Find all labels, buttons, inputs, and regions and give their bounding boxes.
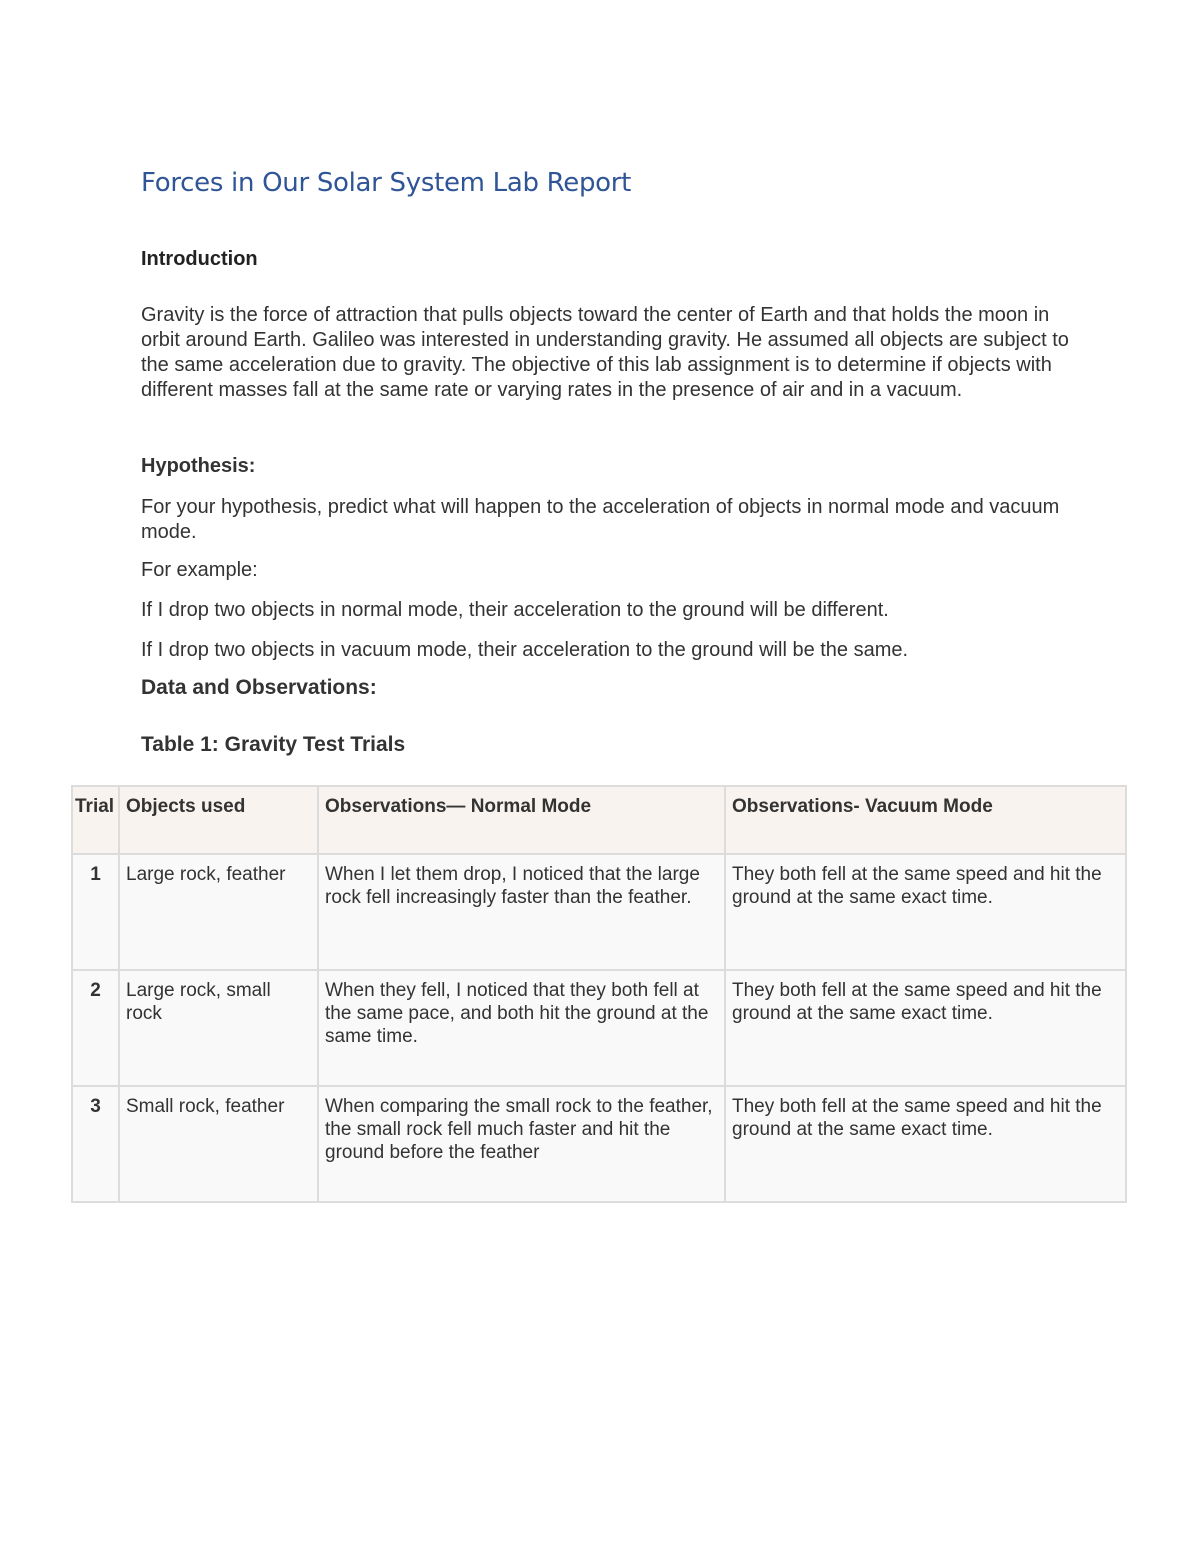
example-label: For example: xyxy=(141,559,258,581)
objects-used-cell: Small rock, feather xyxy=(119,1086,318,1202)
introduction-paragraph: Gravity is the force of attraction that pulls objects toward the center of Earth and that holds the moon in orbit around Earth. Galileo was interested in understanding gravity. He assumed all objects are subject to the same acceleration due to gravity. The objective of this lab assignment is to determine if objects with different masses fall at the same rate or varying rates in the presence of air and in a vacuum. xyxy=(141,304,1069,401)
header-trial: Trial xyxy=(72,786,119,854)
hypothesis-example-vacuum: If I drop two objects in vacuum mode, their acceleration to the ground will be the same. xyxy=(141,639,909,661)
normal-mode-cell: When they fell, I noticed that they both fell at the same pace, and both hit the ground at the same time. xyxy=(318,970,725,1086)
vacuum-mode-cell: They both fell at the same speed and hit the ground at the same exact time. xyxy=(725,1086,1126,1202)
header-vacuum-mode: Observations- Vacuum Mode xyxy=(725,786,1126,854)
table-caption: Table 1: Gravity Test Trials xyxy=(141,733,406,756)
normal-mode-cell: When I let them drop, I noticed that the large rock fell increasingly faster than the feather. xyxy=(318,854,725,970)
objects-used-cell: Large rock, small rock xyxy=(119,970,318,1086)
vacuum-mode-cell: They both fell at the same speed and hit the ground at the same exact time. xyxy=(725,970,1126,1086)
hypothesis-example-normal: If I drop two objects in normal mode, their acceleration to the ground will be different. xyxy=(141,599,889,621)
trial-number: 1 xyxy=(72,854,119,970)
table-row xyxy=(72,854,1126,970)
hypothesis-heading: Hypothesis: xyxy=(141,455,256,477)
trial-number: 2 xyxy=(72,970,119,1086)
trial-number: 3 xyxy=(72,1086,119,1202)
header-objects-used: Objects used xyxy=(119,786,318,854)
table-row xyxy=(72,970,1126,1086)
gravity-trials-table xyxy=(71,785,1127,1203)
table-header-row xyxy=(72,786,1126,854)
header-normal-mode: Observations— Normal Mode xyxy=(318,786,725,854)
objects-used-cell: Large rock, feather xyxy=(119,854,318,970)
normal-mode-cell: When comparing the small rock to the feather, the small rock fell much faster and hit the ground before the feather xyxy=(318,1086,725,1202)
hypothesis-prompt: For your hypothesis, predict what will happen to the acceleration of objects in normal mode and vacuum mode. xyxy=(141,496,1060,543)
page-title: Forces in Our Solar System Lab Report xyxy=(141,168,632,198)
table-row xyxy=(72,1086,1126,1202)
introduction-heading: Introduction xyxy=(141,248,258,270)
data-observations-heading: Data and Observations: xyxy=(141,676,377,699)
vacuum-mode-cell: They both fell at the same speed and hit the ground at the same exact time. xyxy=(725,854,1126,970)
